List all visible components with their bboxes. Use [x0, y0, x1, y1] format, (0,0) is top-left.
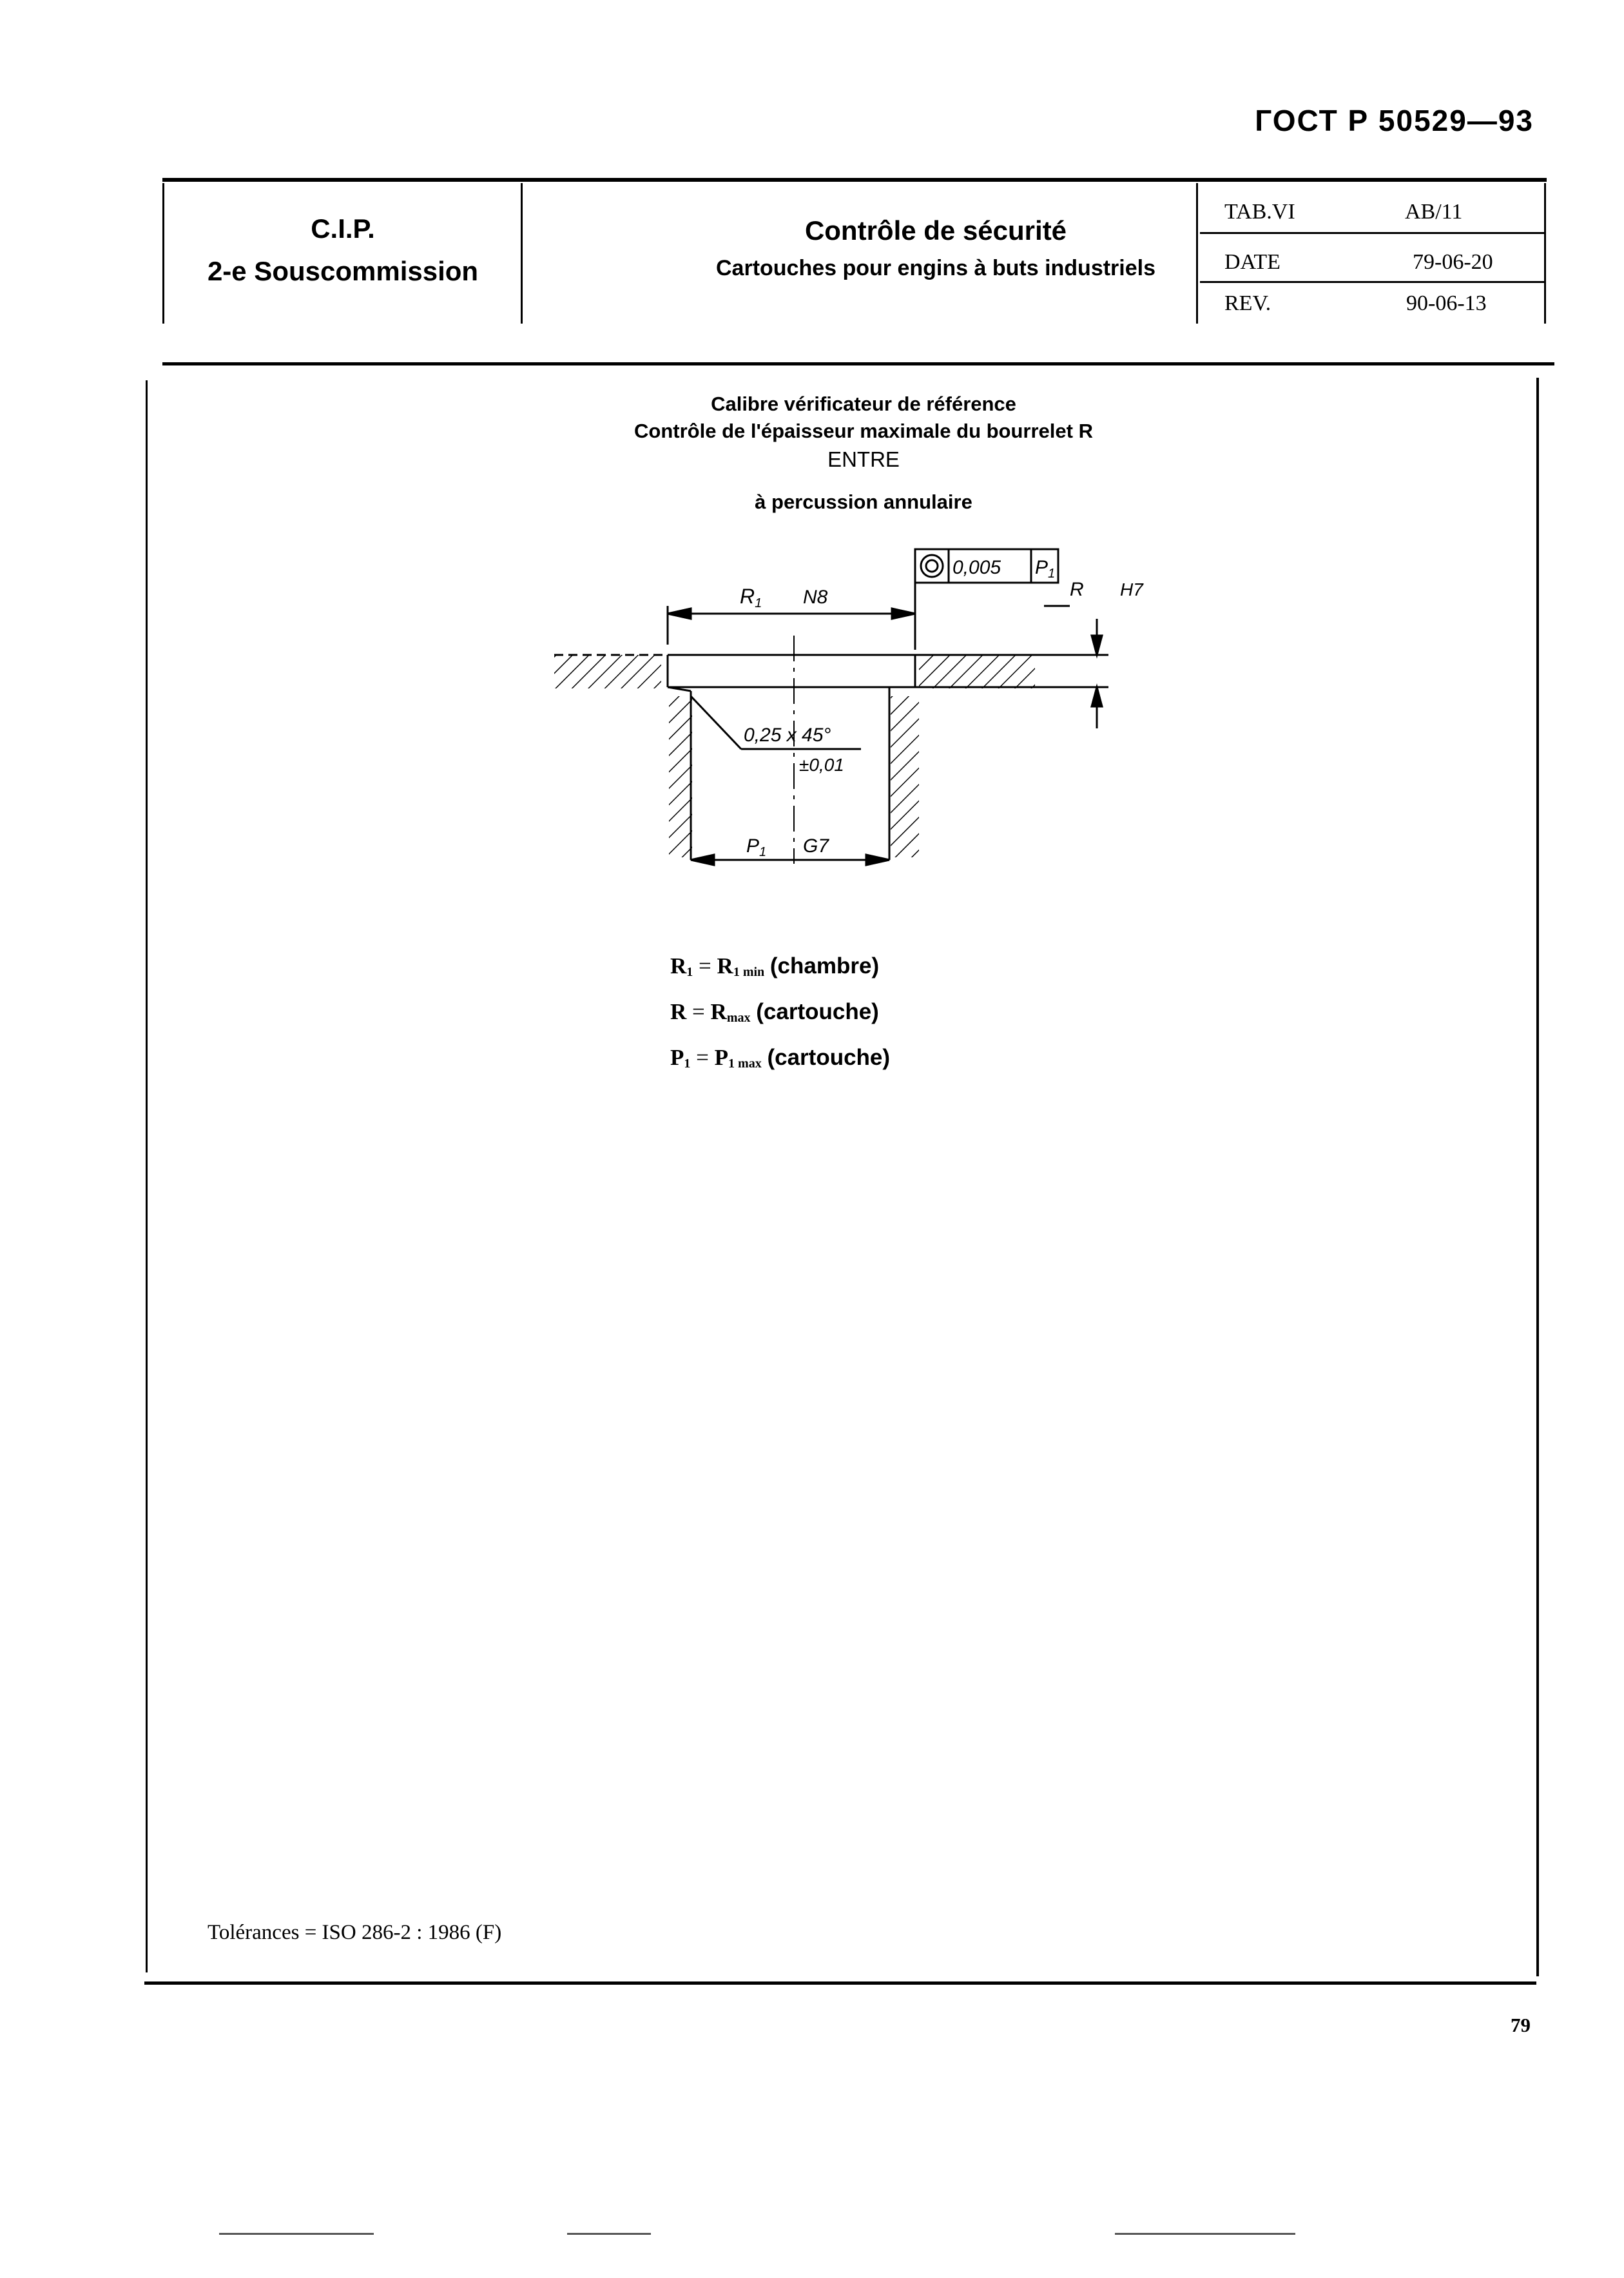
gauge-mode: ENTRE — [827, 447, 900, 471]
hatch-top-left — [554, 655, 661, 688]
p1-fit: G7 — [803, 835, 829, 857]
gauge-ignition-type: à percussion annulaire — [755, 491, 972, 513]
r-arrow-bottom — [1092, 687, 1102, 706]
meta-label-date: DATE — [1224, 250, 1281, 274]
frame-right-border — [1536, 378, 1539, 1976]
header-left-border — [162, 183, 164, 324]
formula-r: $R = R_{max}$ (cartouche) — [670, 999, 879, 1025]
bottom-mark-3 — [1115, 2233, 1295, 2235]
formula-block — [670, 946, 890, 1084]
bottom-mark-2 — [567, 2233, 651, 2235]
bottom-mark-1 — [219, 2233, 374, 2235]
subcommission: 2-e Souscommission — [207, 256, 479, 286]
standard-code: ГОСТ Р 50529—93 — [1255, 104, 1534, 137]
concentricity-symbol-outer — [921, 555, 943, 577]
gauge-title: Calibre vérificateur de référence — [711, 393, 1016, 415]
gauge-titles — [361, 391, 1366, 516]
gauge-subtitle: Contrôle de l'épaisseur maximale du bourrelet R — [634, 420, 1093, 442]
chamfer-tolerance: ±0,01 — [799, 755, 844, 775]
r-label: R — [1070, 579, 1084, 600]
frame-top-border — [162, 362, 1554, 365]
chamfer-leader — [691, 696, 741, 749]
p1-arrow-right — [866, 855, 889, 865]
header-subtitle: Cartouches pour engins à buts industriels — [716, 256, 1155, 280]
r1-label: R1 — [740, 585, 762, 610]
org-name: C.I.P. — [311, 213, 375, 244]
header-divider-1 — [521, 183, 523, 324]
page-number: 79 — [1511, 2014, 1531, 2036]
header-right-border — [1544, 183, 1546, 324]
hatch-top-right — [919, 655, 1035, 688]
r1-arrow-left — [668, 608, 691, 619]
r-arrow-top — [1092, 636, 1102, 655]
hatch-left-wall — [669, 696, 692, 857]
tolerance-value: 0,005 — [952, 557, 1001, 578]
p1-arrow-left — [691, 855, 714, 865]
meta-rule-1 — [1200, 232, 1545, 234]
meta-value-date: 79-06-20 — [1413, 250, 1493, 274]
tolerance-datum: $P_1$ — [1035, 557, 1056, 581]
header-org-cell — [166, 208, 519, 293]
gauge-drawing — [554, 541, 1173, 893]
header-table — [162, 178, 1547, 324]
concentricity-symbol-inner — [926, 560, 938, 572]
r1-fit: N8 — [803, 587, 828, 608]
gauge-drawing-svg — [554, 541, 1173, 890]
meta-value-rev: 90-06-13 — [1406, 291, 1487, 315]
tolerance-note: Tolérances = ISO 286-2 : 1986 (F) — [208, 1921, 502, 1944]
header-top-rule — [162, 178, 1547, 182]
p1-label: $P_1$ — [746, 835, 767, 859]
r-fit: H7 — [1120, 579, 1143, 599]
header-title: Contrôle de sécurité — [804, 215, 1067, 246]
formula-p1: $P_1 = P_{1 max}$ (cartouche) — [670, 1045, 891, 1071]
frame-left-border — [146, 380, 148, 1972]
meta-rule-2 — [1200, 281, 1545, 283]
hatch-right-wall — [891, 696, 919, 857]
formula-r1: $R_1 = R_{1 min}$ (chambre) — [670, 953, 880, 979]
meta-label-rev: REV. — [1224, 291, 1271, 315]
chamfer-label: 0,25 x 45° — [744, 725, 831, 746]
r1-arrow-right — [892, 608, 915, 619]
frame-bottom-border — [144, 1981, 1536, 1985]
meta-label-tab: TAB.VI — [1224, 200, 1295, 224]
meta-value-tab: AB/11 — [1405, 200, 1463, 224]
